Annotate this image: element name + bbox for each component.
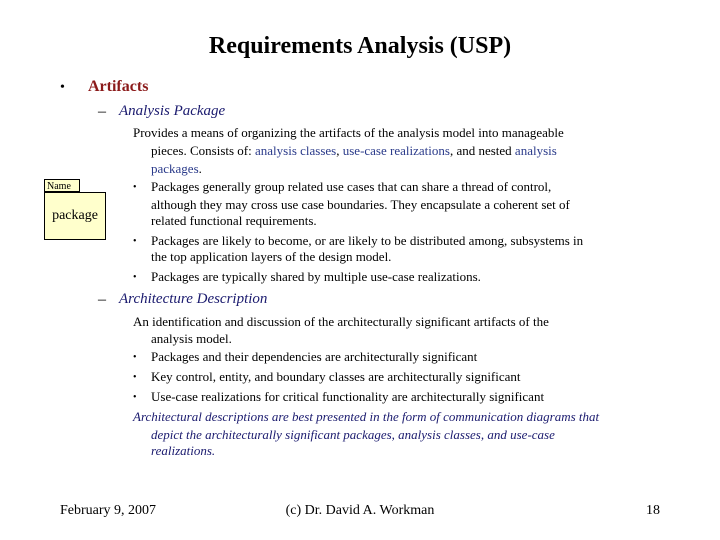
slide-title: Requirements Analysis (USP)	[208, 33, 512, 59]
sub-bullet-icon: •	[133, 272, 137, 283]
ad-bullet-1: Packages and their dependencies are architecturally significant	[151, 349, 478, 364]
ad-intro-line-2: analysis model.	[151, 331, 232, 346]
ad-bullet-2: Key control, entity, and boundary classes are architecturally significant	[151, 369, 521, 384]
sub-bullet-icon: •	[133, 182, 137, 193]
ap-bullet-1-line-3: related functional requirements.	[151, 213, 317, 228]
package-icon	[44, 192, 106, 240]
ap-bullet-3: Packages are typically shared by multiple use-case realizations.	[151, 269, 481, 284]
dash-icon: –	[98, 103, 106, 120]
ap-bullet-2-line-1: Packages are likely to become, or are likely to be distributed among, subsystems in	[151, 233, 584, 248]
ap-bullet-1-line-1: Packages generally group related use cases that can share a thread of control,	[151, 179, 552, 194]
sub-bullet-icon: •	[133, 236, 137, 247]
footer-author: (c) Dr. David A. Workman	[285, 503, 435, 518]
ad-note-line-2: depict the architecturally significant packages, analysis classes, and use-case	[151, 427, 555, 442]
ap-bullet-1-line-2: although they may cross use case boundaries. They encapsulate a coherent set of	[151, 197, 570, 212]
analysis-package-heading: Analysis Package	[119, 103, 226, 119]
dash-icon: –	[98, 291, 106, 308]
ap-intro-line-3: packages.	[151, 161, 202, 176]
artifacts-heading: Artifacts	[88, 78, 149, 95]
sub-bullet-icon: •	[133, 392, 137, 403]
ap-intro-line-2: pieces. Consists of: analysis classes, use-case realizations, and nested analysis	[151, 143, 557, 158]
ad-note-line-3: realizations.	[151, 443, 216, 458]
ap-bullet-2-line-2: the top application layers of the design model.	[151, 249, 392, 264]
ad-note-line-1: Architectural descriptions are best presented in the form of communication diagrams that	[133, 409, 600, 424]
ad-intro-line-1: An identification and discussion of the architecturally significant artifacts of the	[133, 314, 549, 329]
bullet-icon: •	[60, 80, 65, 95]
footer-date: February 9, 2007	[60, 503, 157, 518]
architecture-description-heading: Architecture Description	[119, 291, 268, 307]
ap-intro-line-1: Provides a means of organizing the artifacts of the analysis model into manageable	[133, 125, 564, 140]
sub-bullet-icon: •	[133, 352, 137, 363]
package-label: package	[52, 208, 98, 223]
sub-bullet-icon: •	[133, 372, 137, 383]
footer-page-number: 18	[646, 503, 660, 518]
ad-bullet-3: Use-case realizations for critical functionality are architecturally significant	[151, 389, 545, 404]
package-tab: Name	[44, 179, 80, 192]
